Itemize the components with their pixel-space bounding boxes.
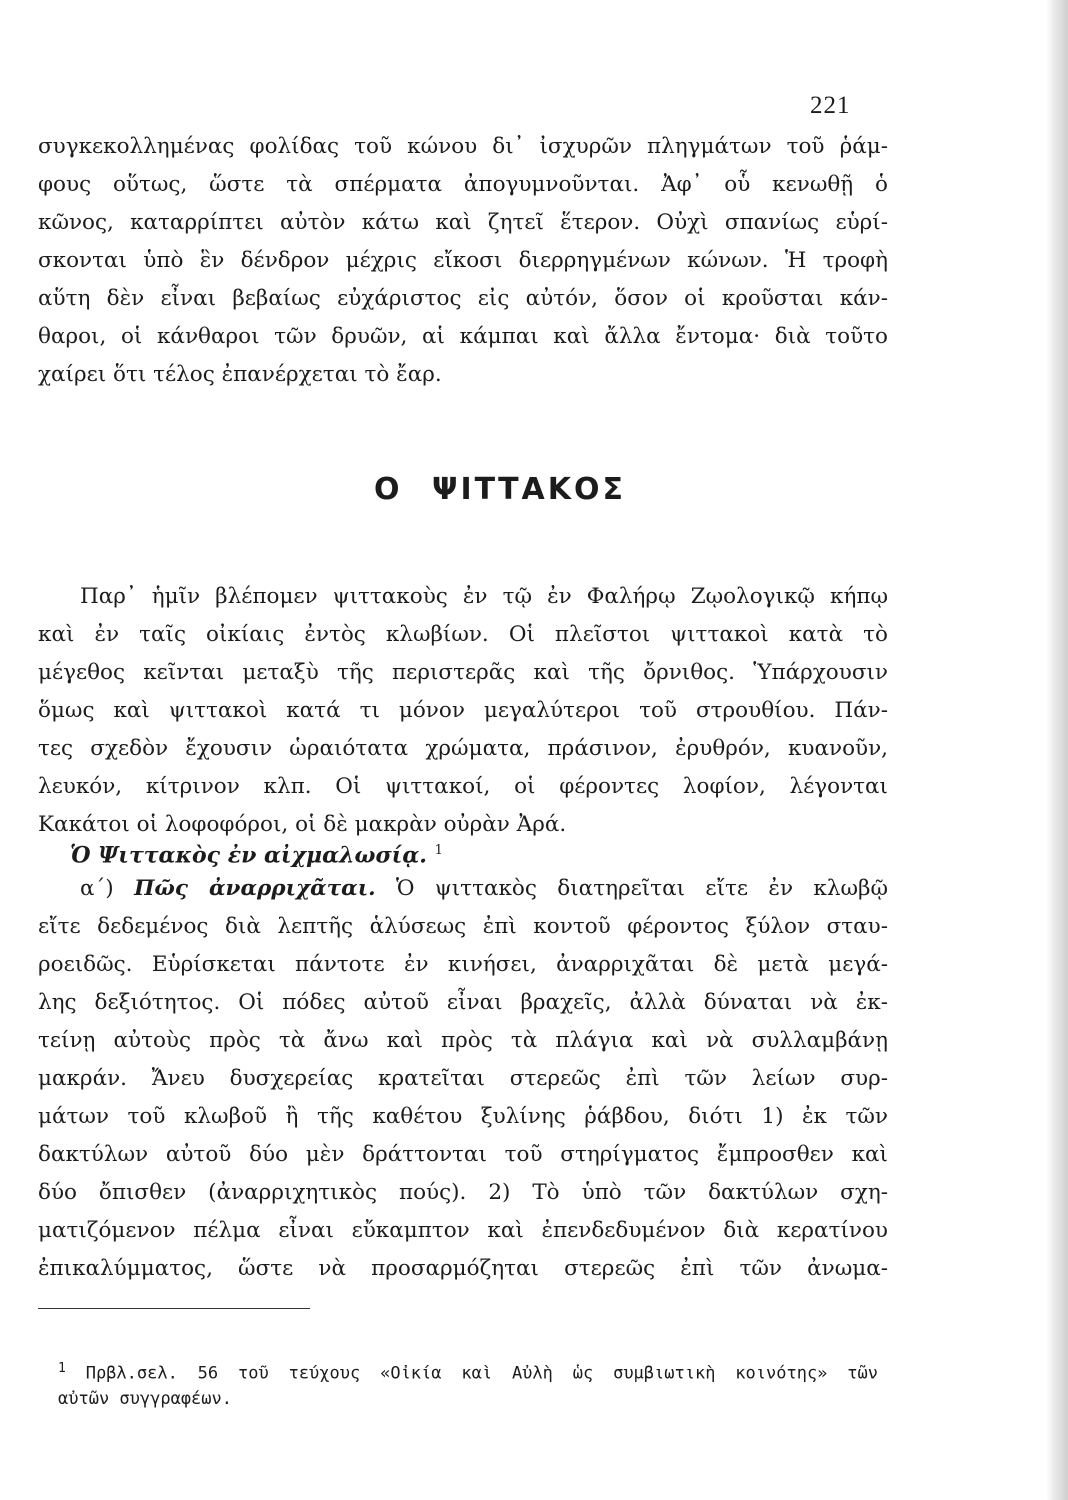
heading-article: Ο xyxy=(373,472,403,507)
scan-edge xyxy=(1046,0,1068,1500)
text-line: Παρ᾽ ἡμῖν βλέπομεν ψιττακοὺς ἐν τῷ ἐν Φαλήρῳ Ζῳολογικῷ κήπῳ xyxy=(80,584,888,609)
text-line: Κακάτοι οἱ λοφοφόροι, οἱ δὲ μακρὰν οὐρὰν Ἀρά. xyxy=(38,812,567,837)
text-line: ροειδῶς. Εὑρίσκεται πάντοτε ἐν κινήσει, ἀναρριχᾶται δὲ μετὰ μεγά- xyxy=(38,952,888,977)
text-line: συγκεκολλημένας φολίδας τοῦ κώνου δι᾽ ἰσχυρῶν πληγμάτων τοῦ ῥάμ- xyxy=(38,134,888,159)
text-line: εἴτε δεδεμένος διὰ λεπτῆς ἁλύσεως ἐπὶ κοντοῦ φέροντος ξύλον σταυ- xyxy=(38,914,888,939)
subheading-text: Ὁ Ψιττακὸς ἐν αἰχμαλωσίᾳ. xyxy=(70,842,427,869)
section-subheading xyxy=(70,832,443,874)
paragraph-climbing xyxy=(38,870,888,1288)
text-line: θαροι, οἱ κάνθαροι τῶν δρυῶν, αἱ κάμπαι καὶ ἄλλα ἔντομα· διὰ τοῦτο xyxy=(38,324,888,349)
heading-title: ΨΙΤΤΑΚΟΣ xyxy=(431,472,626,507)
text-line: σκονται ὑπὸ ἓν δένδρον μέχρις εἴκοσι διερρηγμένων κώνων. Ἡ τροφὴ xyxy=(38,248,888,273)
text-line: τείνῃ αὐτοὺς πρὸς τὰ ἄνω καὶ πρὸς τὰ πλάγια καὶ νὰ συλλαμβάνῃ xyxy=(38,1028,888,1053)
footnote-line xyxy=(58,1354,878,1384)
text-line: αὕτη δὲν εἶναι βεβαίως εὐχάριστος εἰς αὐτόν, ὅσον οἱ κροῦσται κάν- xyxy=(38,286,888,311)
text-line xyxy=(38,870,888,908)
text-line: χαίρει ὅτι τέλος ἐπανέρχεται τὸ ἔαρ. xyxy=(38,362,442,387)
chapter-heading xyxy=(0,472,1000,507)
footnote-reference: 1 xyxy=(434,843,443,858)
page-number: 221 xyxy=(810,92,851,119)
text-line: ὅμως καὶ ψιττακοὶ κατά τι μόνον μεγαλύτεροι τοῦ στρουθίου. Πάν- xyxy=(38,698,888,723)
text-line: μέγεθος κεῖνται μεταξὺ τῆς περιστερᾶς καὶ τῆς ὄρνιθος. Ὑπάρχουσιν xyxy=(38,660,888,685)
text-line: μάτων τοῦ κλωβοῦ ἢ τῆς καθέτου ξυλίνης ῥάβδου, διότι 1) ἐκ τῶν xyxy=(38,1104,888,1129)
text-line: ματιζόμενον πέλμα εἶναι εὔκαμπτον καὶ ἐπενδεδυμένον διὰ κερατίνου xyxy=(38,1218,888,1243)
text-line: δακτύλων αὐτοῦ δύο μὲν δράττονται τοῦ στηρίγματος ἔμπροσθεν καὶ xyxy=(38,1142,888,1167)
footnote-text: Πρβλ.σελ. 56 τοῦ τεύχους «Οἰκία καὶ Αὐλὴ ὡς συμβιωτικὴ κοινότης» τῶν xyxy=(85,1363,878,1384)
text-line: ἐπικαλύμματος, ὥστε νὰ προσαρμόζηται στερεῶς ἐπὶ τῶν ἀνωμα- xyxy=(38,1256,888,1281)
paragraph-description xyxy=(38,578,888,844)
paragraph-intro xyxy=(38,128,888,394)
footnote-divider xyxy=(38,1308,310,1309)
footnote-number: 1 xyxy=(58,1361,66,1376)
run-in-heading: Πῶς ἀναρριχᾶται. xyxy=(134,876,376,901)
line-rest: Ὁ ψιττακὸς διατηρεῖται εἴτε ἐν κλωβῷ xyxy=(396,876,888,901)
text-line: μακράν. Ἄνευ δυσχερείας κρατεῖται στερεῶς ἐπὶ τῶν λείων συρ- xyxy=(38,1066,888,1091)
text-line: τες σχεδὸν ἔχουσιν ὡραιότατα χρώματα, πράσινον, ἐρυθρόν, κυανοῦν, xyxy=(38,736,888,761)
text-line: λης δεξιότητος. Οἱ πόδες αὐτοῦ εἶναι βραχεῖς, ἀλλὰ δύναται νὰ ἐκ- xyxy=(38,990,888,1015)
text-line: λευκόν, κίτρινον κλπ. Οἱ ψιττακοί, οἱ φέροντες λοφίον, λέγονται xyxy=(38,774,888,799)
footnote-line: αὐτῶν συγγραφέων. xyxy=(58,1389,232,1409)
text-line: φους οὕτως, ὥστε τὰ σπέρματα ἀπογυμνοῦνται. Ἀφ᾽ οὗ κενωθῇ ὁ xyxy=(38,172,888,197)
footnote xyxy=(58,1354,878,1414)
text-line: καὶ ἐν ταῖς οἰκίαις ἐντὸς κλωβίων. Οἱ πλεῖστοι ψιττακοὶ κατὰ τὸ xyxy=(38,622,888,647)
item-label: α´) xyxy=(80,876,114,901)
text-line: δύο ὄπισθεν (ἀναρριχητικὸς πούς). 2) Τὸ ὑπὸ τῶν δακτύλων σχη- xyxy=(38,1180,888,1205)
text-line: κῶνος, καταρρίπτει αὐτὸν κάτω καὶ ζητεῖ ἕτερον. Οὐχὶ σπανίως εὑρί- xyxy=(38,210,888,235)
